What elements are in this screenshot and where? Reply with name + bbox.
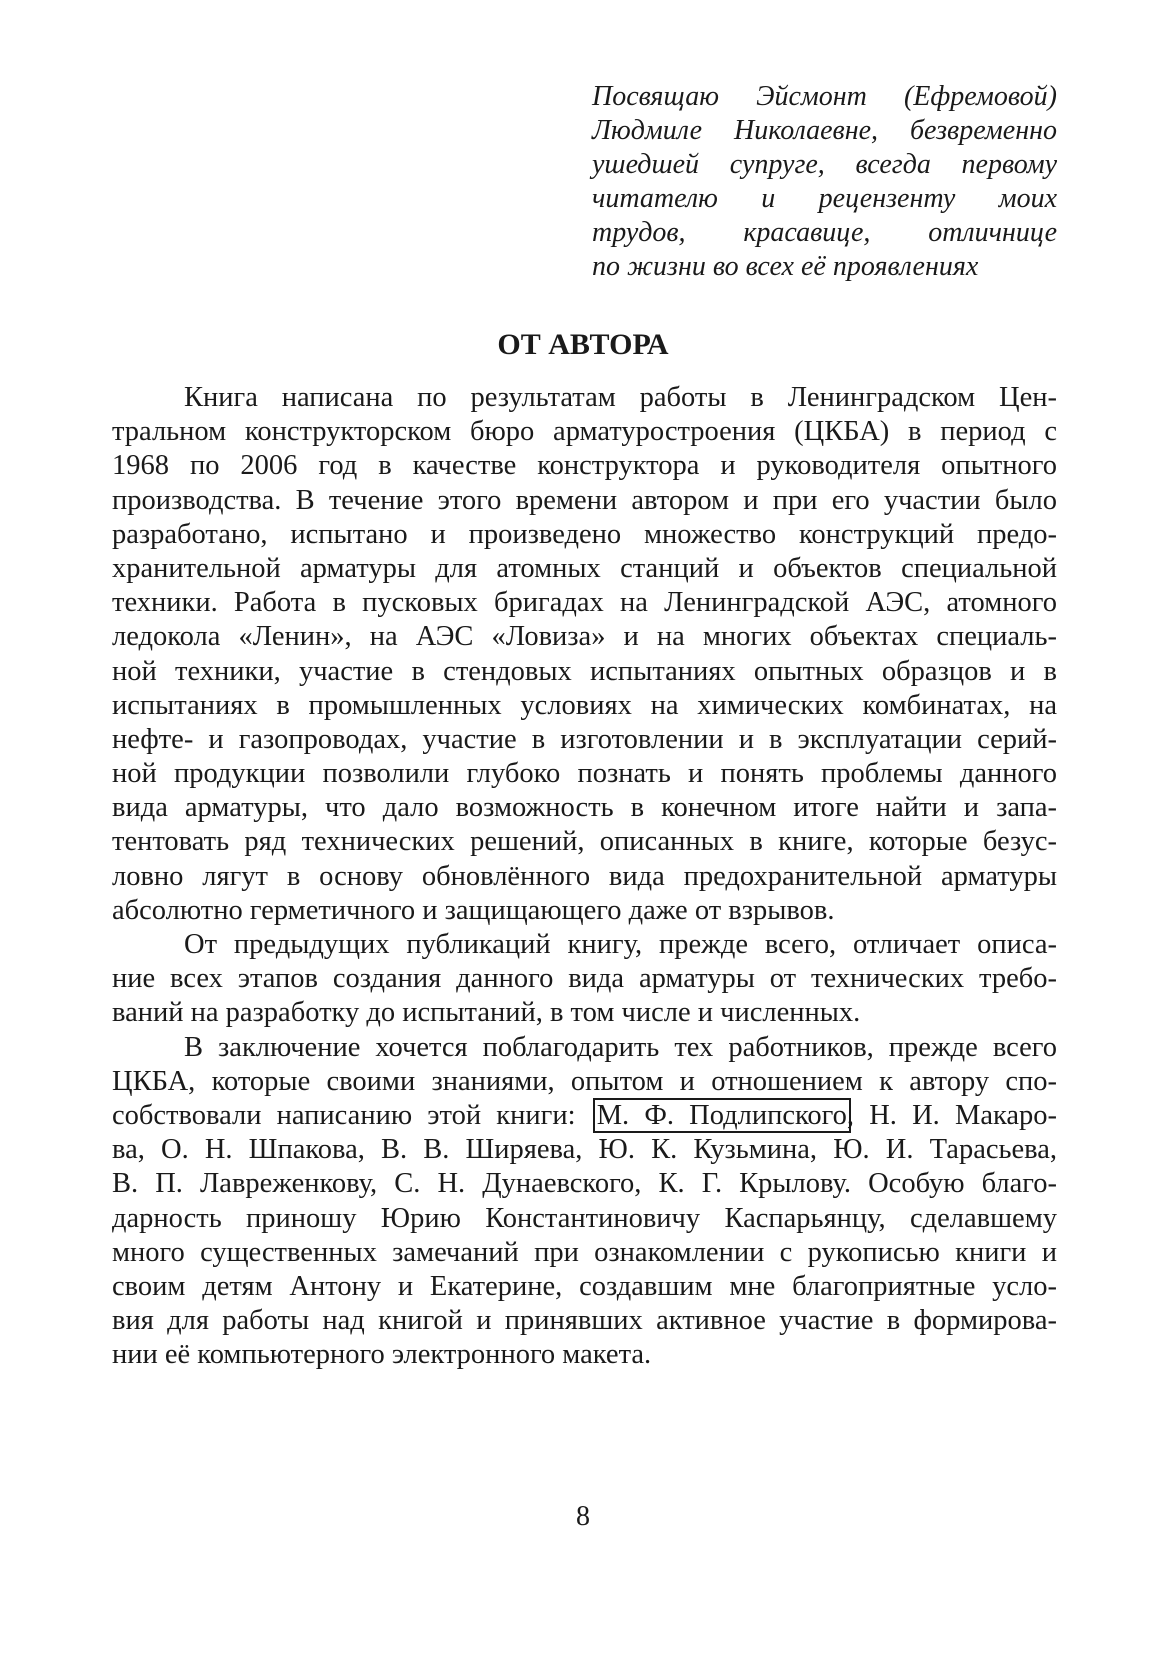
text-line: нии её компьютерного электронного макета.: [112, 1339, 652, 1371]
boxed-name: М. Ф. Подлипского: [593, 1098, 851, 1133]
text-line: От предыдущих публикаций книгу, прежде всего, отличает описа-: [184, 929, 1057, 960]
text-fragment: собствовали написанию этой книги:: [112, 1099, 576, 1131]
text-line: вида арматуры, что дало возможность в конечном итоге найти и запа-: [112, 792, 1057, 824]
dedication-line: по жизни во всех её проявлениях: [592, 251, 979, 282]
text-line: Книга написана по результатам работы в Ленинградском Цен-: [184, 382, 1057, 413]
text-line: В. П. Лавреженкову, С. Н. Дунаевского, К. Г. Крылову. Особую благо-: [112, 1168, 1057, 1200]
text-line: хранительной арматуры для атомных станций и объектов специальной: [112, 552, 1057, 584]
text-line: разработано, испытано и произведено множество конструкций предо-: [112, 518, 1057, 550]
text-line: абсолютно герметичного и защищающего даже от взрывов.: [112, 894, 835, 926]
dedication-line: Людмиле Николаевне, безвременно: [592, 115, 1057, 146]
text-line: техники. Работа в пусковых бригадах на Ленинградской АЭС, атомного: [112, 587, 1057, 619]
dedication: [592, 80, 1057, 284]
paragraph-3: [112, 1031, 1057, 1373]
section-heading: ОТ АВТОРА: [497, 328, 669, 361]
dedication-line: читателю и рецензенту моих: [592, 183, 1057, 214]
text-line: ЦКБА, которые своими знаниями, опытом и отношением к автору спо-: [112, 1065, 1057, 1097]
text-line: ледокола «Ленин», на АЭС «Ловиза» и на многих объектах специаль-: [112, 621, 1057, 653]
text-line: 1968 по 2006 год в качестве конструктора и руководителя опытного: [112, 450, 1057, 482]
paragraph-2: [112, 928, 1057, 1031]
text-line-with-box: [112, 1099, 1057, 1133]
dedication-line: Посвящаю Эйсмонт (Ефремовой): [592, 81, 1057, 112]
dedication-line: трудов, красавице, отличнице: [592, 217, 1057, 248]
text-line: В заключение хочется поблагодарить тех работников, прежде всего: [184, 1031, 1057, 1063]
text-line: ваний на разработку до испытаний, в том числе и численных.: [112, 997, 861, 1029]
paragraph-1: [112, 381, 1057, 928]
text-line: ной продукции позволили глубоко познать и понять проблемы данного: [112, 758, 1057, 790]
text-line: ловно лягут в основу обновлённого вида предохранительной арматуры: [112, 860, 1057, 892]
text-line: дарность приношу Юрию Константиновичу Каспарьянцу, сделавшему: [112, 1202, 1057, 1234]
text-line: нефте- и газопроводах, участие в изготовлении и в эксплуатации серий-: [112, 723, 1057, 755]
text-line: много существенных замечаний при ознакомлении с рукописью книги и: [112, 1236, 1057, 1268]
text-fragment: , Н. И. Макаро-: [846, 1099, 1058, 1131]
text-line: испытаниях в промышленных условиях на химических комбинатах, на: [112, 689, 1057, 721]
text-line: тральном конструкторском бюро арматуростроения (ЦКБА) в период с: [112, 416, 1057, 448]
body-text: [112, 381, 1057, 1372]
text-line: вия для работы над книгой и принявших активное участие в формирова-: [112, 1305, 1057, 1337]
text-line: производства. В течение этого времени автором и при его участии было: [112, 484, 1057, 516]
text-line: своим детям Антону и Екатерине, создавшим мне благоприятные усло-: [112, 1270, 1057, 1302]
text-line: ной техники, участие в стендовых испытаниях опытных образцов и в: [112, 655, 1057, 687]
dedication-line: ушедшей супруге, всегда первому: [592, 149, 1057, 180]
page-number: 8: [576, 1501, 590, 1532]
text-line: тентовать ряд технических решений, описанных в книге, которые безус-: [112, 826, 1057, 858]
text-line: ва, О. Н. Шпакова, В. В. Ширяева, Ю. К. Кузьмина, Ю. И. Тарасьева,: [112, 1134, 1057, 1166]
text-line: ние всех этапов создания данного вида арматуры от технических требо-: [112, 963, 1057, 995]
